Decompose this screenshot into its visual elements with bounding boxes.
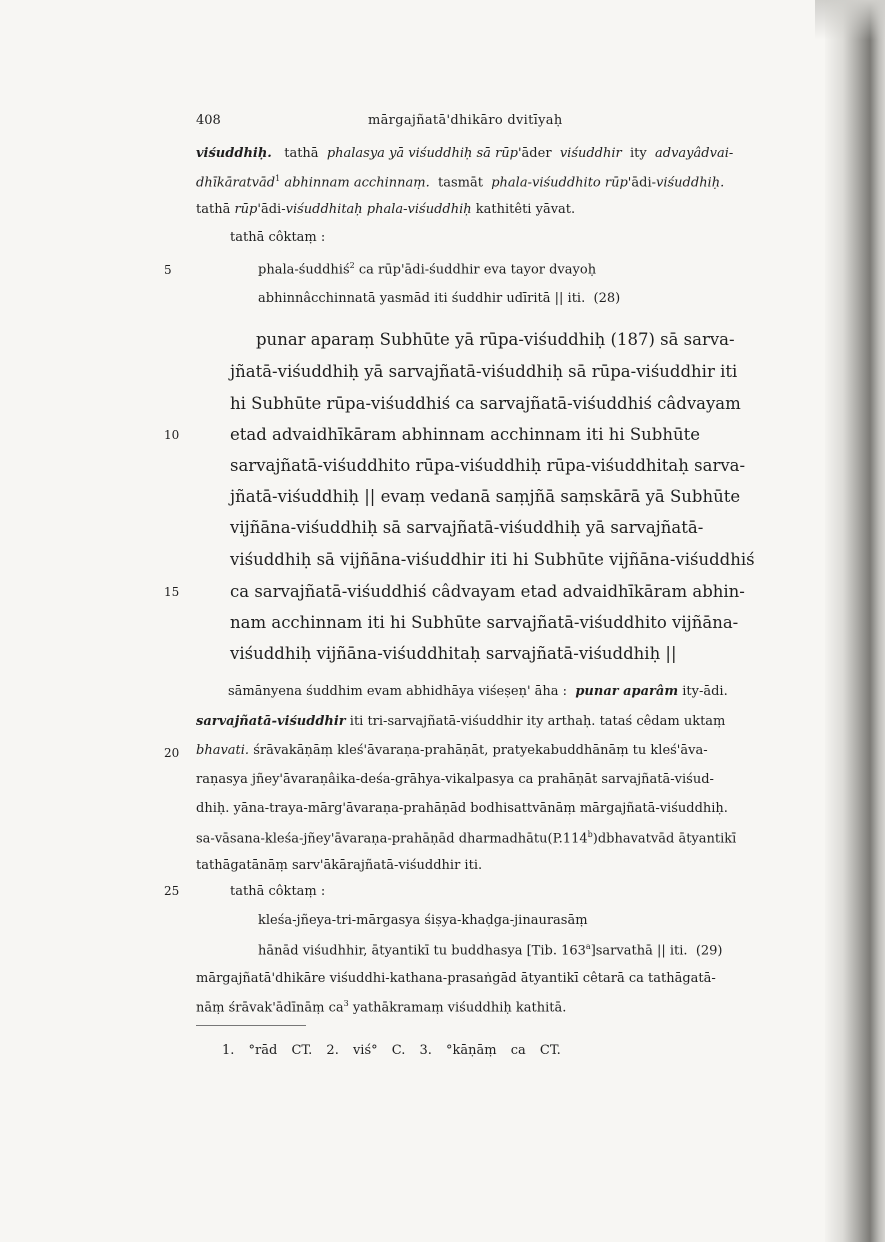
- page-edge-shadow: [825, 0, 885, 1242]
- main-text-line: nam acchinnam iti hi Subhūte sarvajñatā-viśuddhito vijñāna-: [230, 613, 739, 632]
- verse-line: kleśa-jñeya-tri-mārgasya śiṣya-khaḍga-jinaurasāṃ: [258, 913, 588, 928]
- quote-intro: tathā côktaṃ :: [230, 230, 326, 245]
- main-text-line: etad advaidhīkāram abhinnam acchinnam iti hi Subhūte: [230, 425, 701, 444]
- verse-number: (28): [593, 291, 621, 306]
- line-number: 25: [164, 884, 180, 898]
- verse-line: phala-śuddhiś$^2$ ca rūp'ādi-śuddhir eva tayor dvayoḥ: [258, 261, 597, 278]
- main-text-line: punar aparaṃ Subhūte yā rūpa-viśuddhiḥ (187) sā sarva-: [256, 330, 735, 349]
- main-text-line: sarvajñatā-viśuddhito rūpa-viśuddhiḥ rūpa-viśuddhitaḥ sarva-: [230, 456, 746, 475]
- line-number: 5: [164, 263, 172, 277]
- footnotes: 1. °rād CT. 2. viś° C. 3. °kāṇāṃ ca CT.: [222, 1043, 561, 1058]
- commentary-line: viśuddhiḥ. tathā phalasya yā viśuddhiḥ sā rūp'āder viśuddhir ity advayâdvai-: [196, 146, 734, 161]
- commentary-line: raṇasya jñey'āvaraṇâika-deśa-grāhya-vikalpasya ca prahāṇāt sarvajñatā-viśud-: [196, 772, 714, 787]
- line-number: 15: [164, 585, 180, 599]
- commentary-line: dhiḥ. yāna-traya-mārg'āvaraṇa-prahāṇād bodhisattvānāṃ mārgajñatā-viśuddhiḥ.: [196, 801, 728, 816]
- commentary-line: mārgajñatā'dhikāre viśuddhi-kathana-prasaṅgād ātyantikī cêtarā ca tathāgatā-: [196, 971, 716, 986]
- main-text-line: viśuddhiḥ sā vijñāna-viśuddhir iti hi Subhūte vijñāna-viśuddhiś: [230, 550, 755, 569]
- main-text-line: viśuddhiḥ vijñāna-viśuddhitaḥ sarvajñatā-viśuddhiḥ ||: [230, 644, 677, 663]
- quote-intro: tathā côktaṃ :: [230, 884, 326, 899]
- main-text-line: jñatā-viśuddhiḥ || evaṃ vedanā saṃjñā saṃskārā yā Subhūte: [230, 487, 741, 506]
- page-number: 408: [196, 113, 221, 128]
- page-corner-shadow: [815, 0, 885, 40]
- commentary-line: sa-vāsana-kleśa-jñey'āvaraṇa-prahāṇād dharmadhātu(P.114$^b$)dbhavatvād ātyantikī: [196, 830, 737, 847]
- main-text-line: ca sarvajñatā-viśuddhiś câdvayam etad advaidhīkāram abhin-: [230, 582, 745, 601]
- footnote-rule: [196, 1025, 306, 1026]
- commentary-line: sarvajñatā-viśuddhir iti tri-sarvajñatā-viśuddhir ity arthaḥ. tataś cêdam uktaṃ: [196, 714, 726, 729]
- main-text-line: hi Subhūte rūpa-viśuddhiś ca sarvajñatā-viśuddhiś câdvayam: [230, 394, 741, 413]
- verse-line: abhinnâcchinnatā yasmād iti śuddhir udīritā || iti. (28): [258, 291, 621, 306]
- verse-line: hānād viśudhhir, ātyantikī tu buddhasya [Tib. 163$^a$]sarvathā || iti. (29): [258, 942, 723, 959]
- verse-number: (29): [695, 943, 723, 959]
- line-number: 20: [164, 746, 180, 760]
- commentary-line: tathā rūp'ādi-viśuddhitaḥ phala-viśuddhiḥ kathitêti yāvat.: [196, 202, 576, 217]
- commentary-line: bhavati. śrāvakāṇāṃ kleś'āvaraṇa-prahāṇāt, pratyekabuddhānāṃ tu kleś'āva-: [196, 743, 708, 758]
- commentary-line: tathāgatānāṃ sarv'ākārajñatā-viśuddhir iti.: [196, 858, 483, 873]
- main-text-line: jñatā-viśuddhiḥ yā sarvajñatā-viśuddhiḥ sā rūpa-viśuddhir iti: [230, 362, 738, 381]
- commentary-line: nāṃ śrāvak'ādīnāṃ $ca^3$ yathākramaṃ viśuddhiḥ kathitā.: [196, 999, 567, 1016]
- commentary-line: sāmānyena śuddhim evam abhidhāya viśeṣeṇ' āha : punar aparâm ity-ādi.: [228, 684, 728, 699]
- commentary-line: dhīkāratvād$^1$ abhinnam acchinnaṃ. tasmāt phala-viśuddhito rūp'ādi-viśuddhiḥ.: [196, 174, 725, 191]
- running-title: mārgajñatā'dhikāro dvitīyaḥ: [368, 113, 563, 128]
- main-text-line: vijñāna-viśuddhiḥ sā sarvajñatā-viśuddhiḥ yā sarvajñatā-: [230, 518, 704, 537]
- line-number: 10: [164, 428, 180, 442]
